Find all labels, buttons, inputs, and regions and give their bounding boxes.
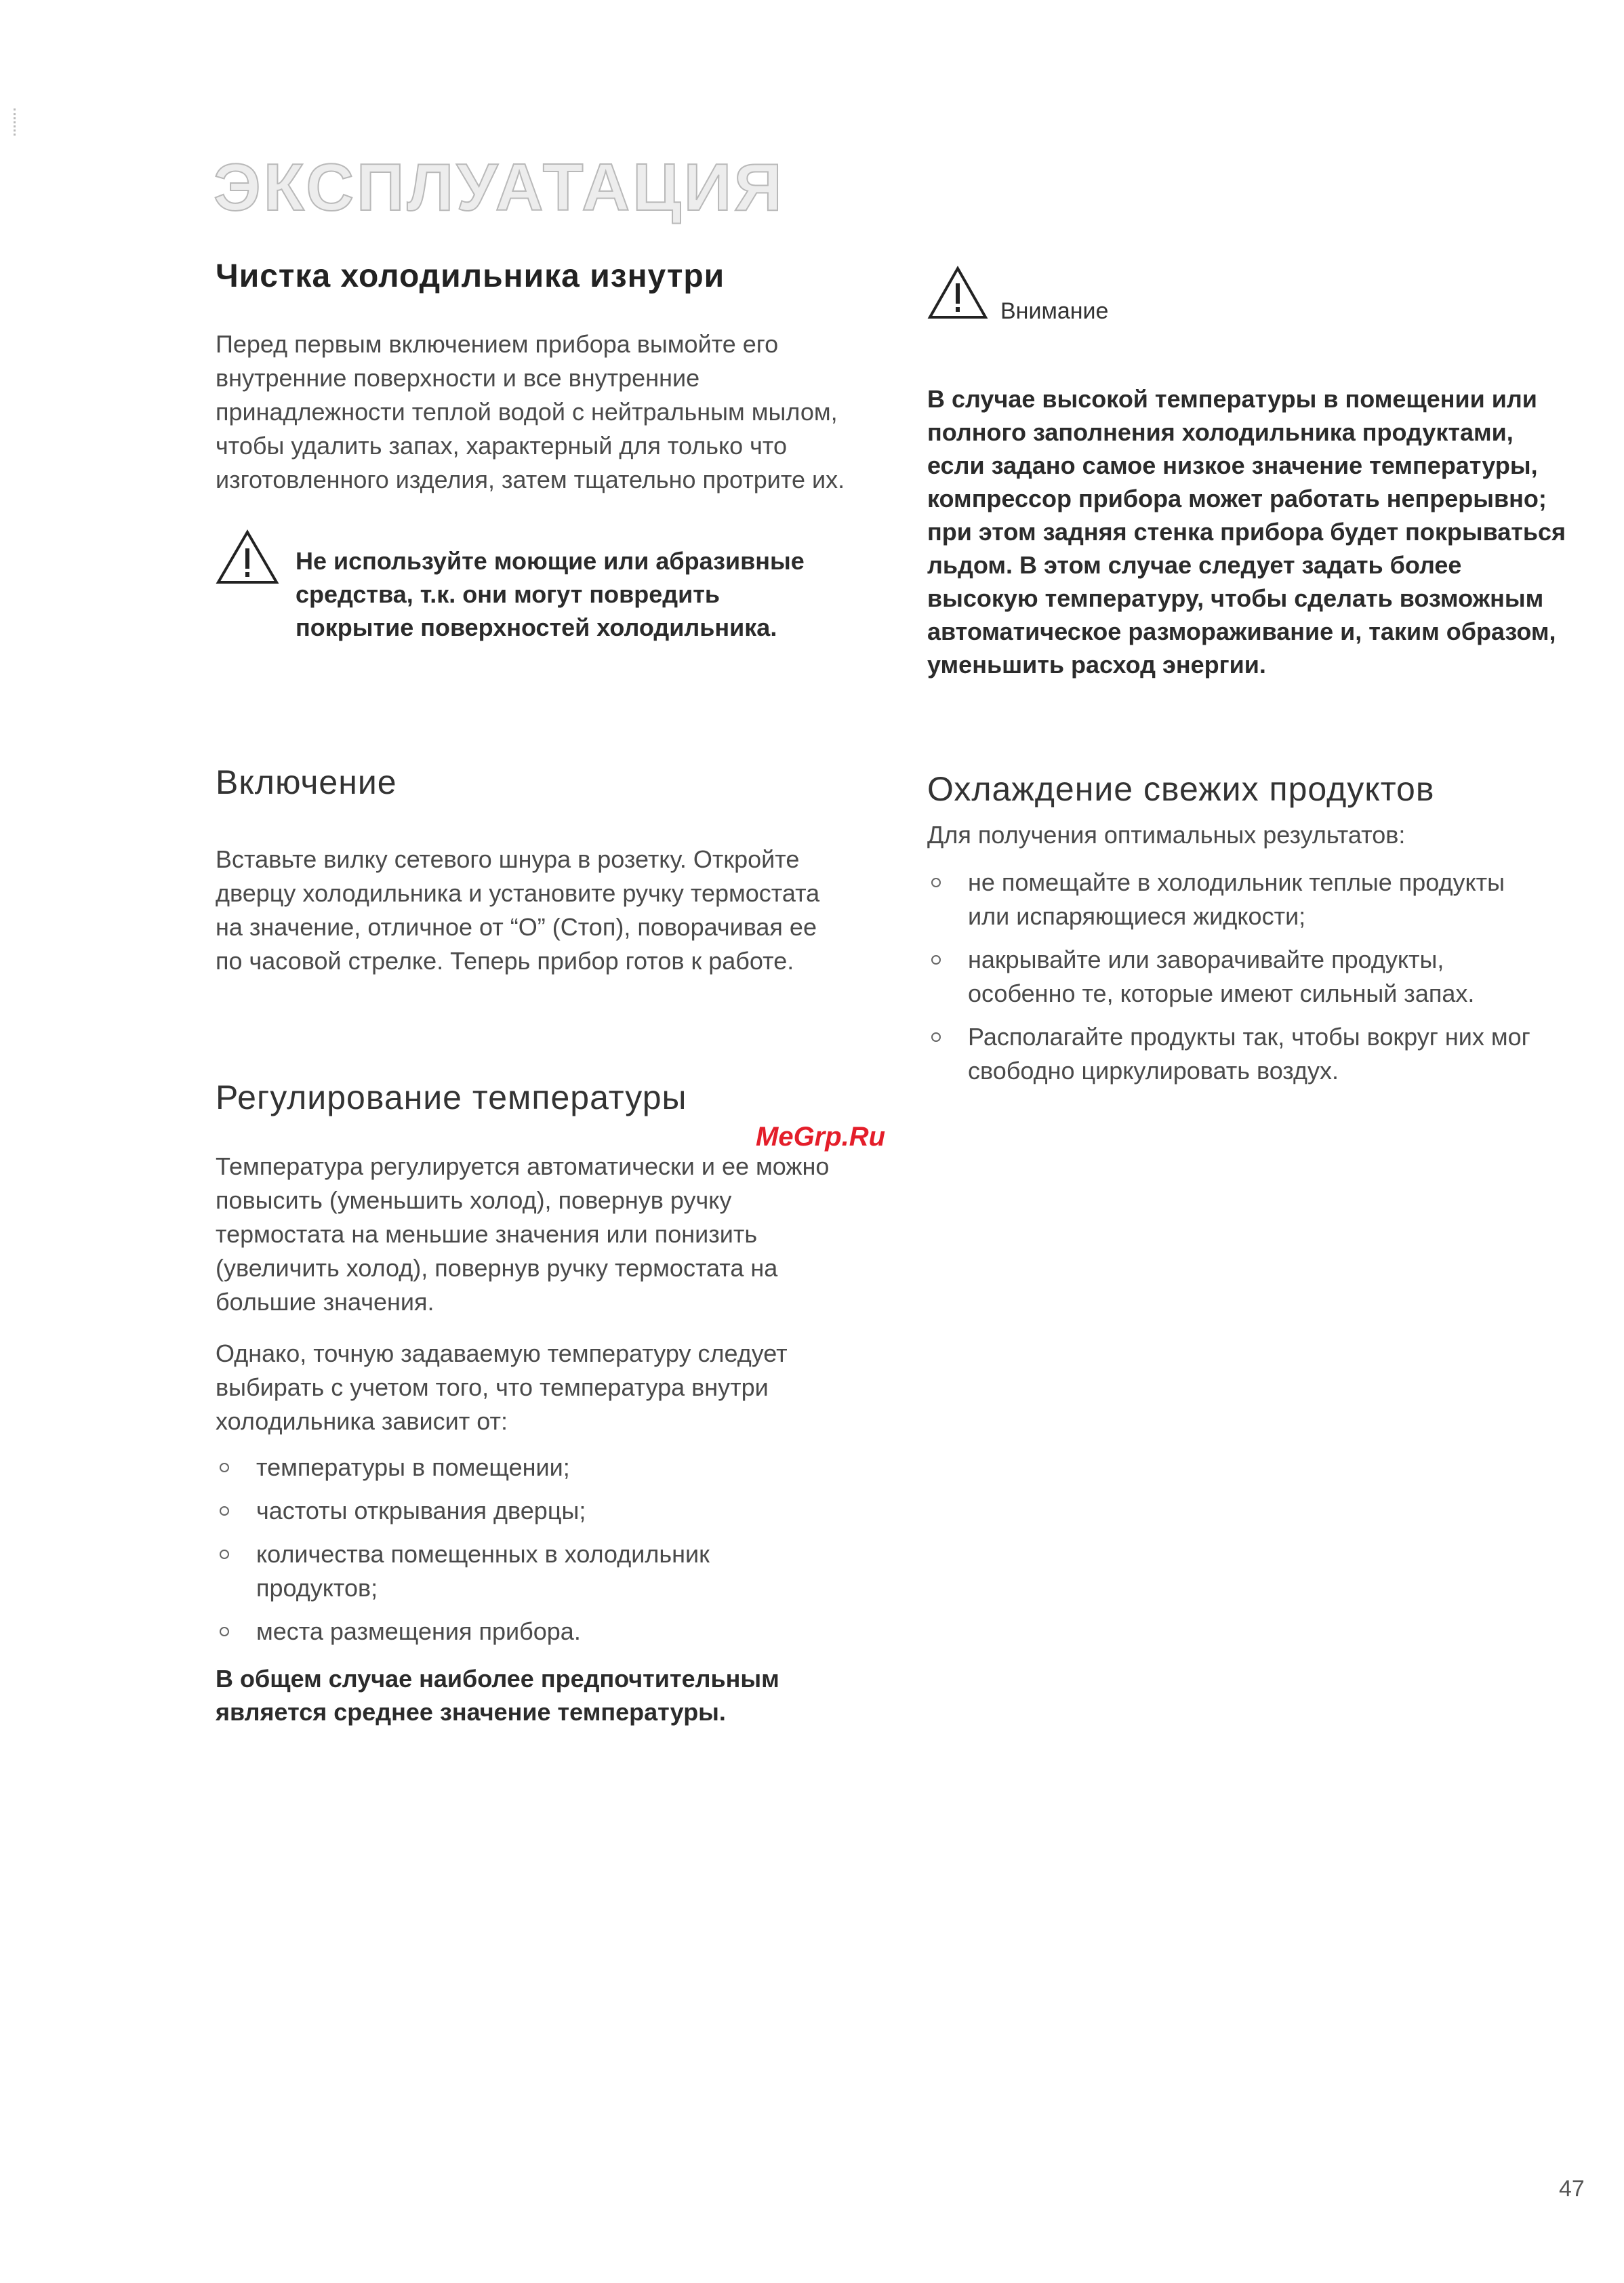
switching-on-section (216, 763, 826, 978)
attention-section (927, 266, 1571, 681)
margin-marks (14, 108, 18, 136)
bullet-circle-icon (220, 1550, 229, 1559)
bullet-circle-icon (931, 878, 941, 887)
bullet-circle-icon (931, 955, 941, 965)
cleaning-warning-text: Не используйте моющие или абразивные средства, т.к. они могут повредить покрытие поверхностей холодильника. (296, 547, 805, 641)
fresh-food-title: Охлаждение свежих продуктов (927, 770, 1435, 808)
fresh-food-section (927, 769, 1571, 1088)
bullet-circle-icon (220, 1506, 229, 1516)
temperature-text-2: Однако, точную задаваемую температуру следует выбирать с учетом того, что температура внутри холодильника зависит от: (216, 1339, 788, 1435)
attention-header (927, 266, 1571, 327)
list-item: места размещения прибора. (216, 1615, 826, 1649)
cleaning-text: Перед первым включением прибора вымойте его внутренние поверхности и все внутренние принадлежности теплой водой с нейтральным мылом, чтобы удалить запах, характерный для только что изготовленного изделия, затем тщательно протрите их. (216, 330, 845, 493)
bullet-circle-icon (220, 1463, 229, 1472)
bullet-circle-icon (931, 1032, 941, 1042)
attention-text: В случае высокой температуры в помещении или полного заполнения холодильника продуктами, если задано самое низкое значение температуры, компрессор прибора может работать непрерывно; при этом задняя стенка прибора будет покрываться льдом. В этом случае следует задать более высокую температуру, чтобы сделать возможным автоматическое размораживание и, таким образом, уменьшить расход энергии. (927, 385, 1566, 679)
warning-triangle-icon (216, 529, 279, 588)
watermark: MeGrp.Ru (756, 1122, 886, 1152)
list-item: количества помещенных в холодильник продуктов; (216, 1537, 758, 1605)
temperature-section (216, 1078, 866, 1729)
list-item: частоты открывания дверцы; (216, 1494, 826, 1528)
list-item: температуры в помещении; (216, 1451, 826, 1484)
temperature-conclusion: В общем случае наиболее предпочтительным является среднее значение температуры. (216, 1665, 779, 1726)
switching-on-title: Включение (216, 763, 397, 801)
attention-label: Внимание (1000, 298, 1109, 324)
temperature-text-1: Температура регулируется автоматически и ее можно повысить (уменьшить холод), повернув ручку термостата на меньшие значения или понизить (увеличить холод), повернув ручку термостата на большие значения. (216, 1152, 830, 1316)
page-number: 47 (1559, 2176, 1585, 2202)
temperature-title: Регулирование температуры (216, 1078, 687, 1116)
list-item: не помещайте в холодильник теплые продукты или испаряющиеся жидкости; (927, 866, 1510, 933)
section-title: ЭКСПЛУАТАЦИЯ (214, 150, 785, 224)
bullet-circle-icon (220, 1627, 229, 1636)
warning-triangle-icon (927, 266, 988, 323)
list-item: Располагайте продукты так, чтобы вокруг них мог свободно циркулировать воздух. (927, 1020, 1591, 1088)
fresh-food-intro: Для получения оптимальных результатов: (927, 821, 1406, 849)
cleaning-title: Чистка холодильника изнутри (216, 258, 725, 294)
list-item: накрывайте или заворачивайте продукты, особенно те, которые имеют сильный запах. (927, 943, 1551, 1011)
cleaning-warning (216, 529, 880, 644)
cleaning-section (216, 258, 880, 644)
fresh-food-list (927, 866, 1537, 1088)
temperature-factors-list (216, 1451, 826, 1649)
switching-on-text: Вставьте вилку сетевого шнура в розетку. Откройте дверцу холодильника и установите ручку термостата на значение, отличное от “O” (Стоп), поворачивая ее по часовой стрелке. Теперь прибор готов к работе. (216, 845, 820, 975)
